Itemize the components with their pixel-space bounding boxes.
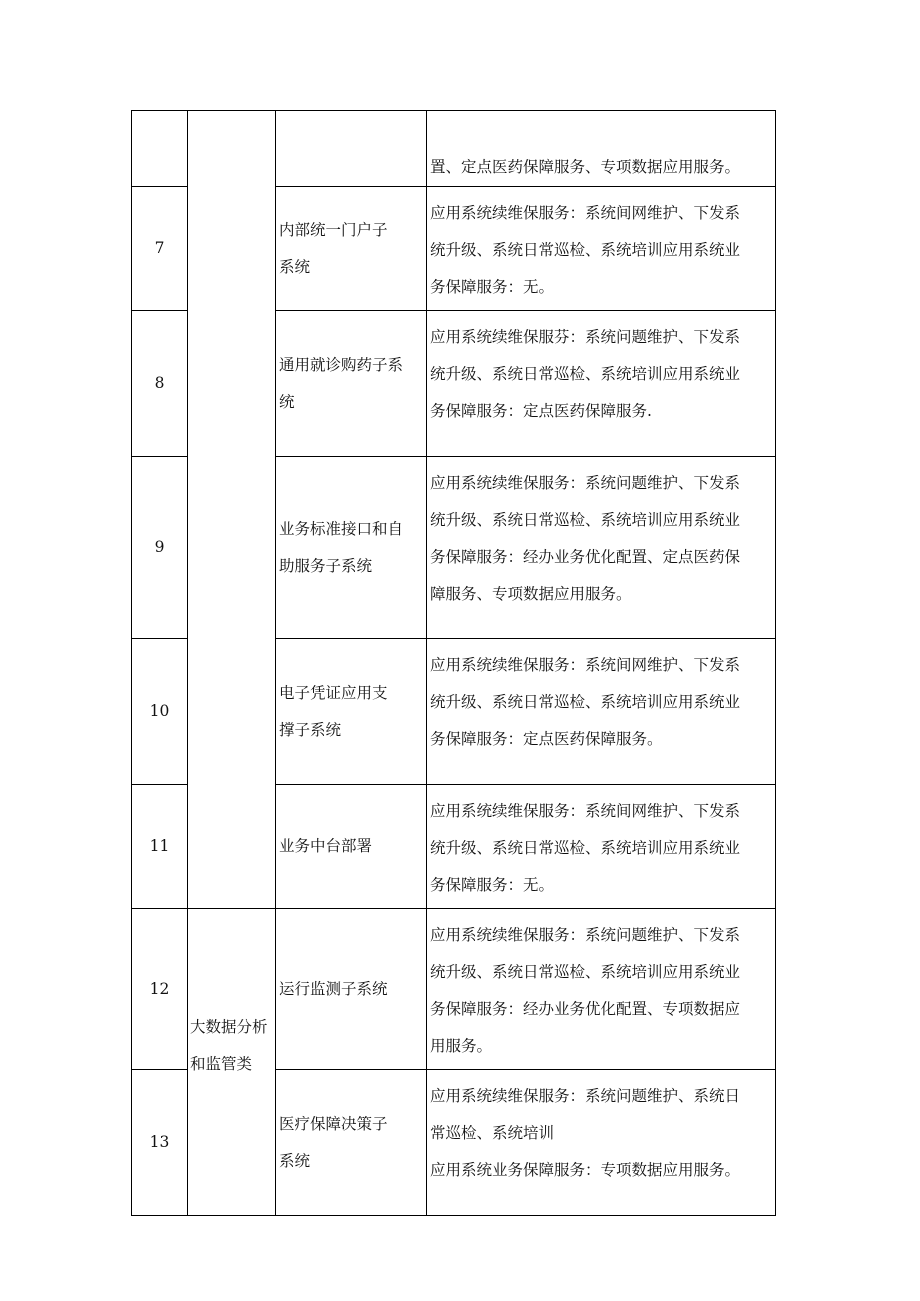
service-description-cell (427, 785, 776, 909)
description-line: 障服务、专项数据应用服务。 (430, 585, 632, 603)
system-name-cell (276, 909, 427, 1070)
system-name-line: 撑子系统 (279, 720, 342, 739)
row-number-cell: 8 (132, 311, 188, 457)
row-number-cell: 10 (132, 639, 188, 785)
description-line: 统升级、系统日常巡检、系统培训应用系统业 (430, 511, 741, 529)
description-line: 应用系统续维保服务：系统间网维护、下发系 (430, 656, 741, 674)
table-row (132, 111, 776, 187)
system-name-cell (276, 1070, 427, 1216)
system-name-cell (276, 639, 427, 785)
description-line: 用服务。 (430, 1037, 493, 1055)
system-name-line: 运行监测子系统 (279, 979, 388, 998)
system-name-line: 系统 (279, 1151, 311, 1170)
description-line: 务保障服务：定点医药保障服务. (430, 402, 652, 420)
category-cell (188, 909, 276, 1216)
service-description-cell (427, 457, 776, 639)
service-description-cell (427, 909, 776, 1070)
row-number-cell: 12 (132, 909, 188, 1070)
row-number-cell: 11 (132, 785, 188, 909)
system-name-line: 业务中台部署 (279, 837, 373, 855)
description-line: 应用系统续维保服务：系统问题维护、下发系 (430, 474, 741, 492)
description-line: 统升级、系统日常巡检、系统培训应用系统业 (430, 365, 741, 383)
system-name-cell (276, 457, 427, 639)
service-description-cell (427, 1070, 776, 1216)
description-line: 务保障服务：定点医药保障服务。 (430, 730, 663, 748)
description-line: 应用系统续维保服芬：系统问题维护、下发系 (430, 328, 741, 346)
description-line: 常巡检、系统培训 (430, 1124, 555, 1142)
description-line: 统升级、系统日常巡检、系统培训应用系统业 (430, 241, 741, 259)
category-line: 大数据分析 (190, 1018, 268, 1036)
system-name-line: 统 (279, 392, 295, 411)
description-line: 置、定点医药保障服务、专项数据应用服务。 (430, 158, 741, 176)
description-line: 应用系统续维保服务：系统间网维护、下发系 (430, 204, 741, 222)
system-name-line: 电子凭证应用支 (279, 683, 388, 702)
description-line: 统升级、系统日常巡检、系统培训应用系统业 (430, 839, 741, 857)
system-name-line: 内部统一门户子 (279, 220, 388, 239)
system-name-line: 业务标准接口和自 (279, 519, 404, 538)
description-line: 应用系统续维保服务：系统间网维护、下发系 (430, 802, 741, 820)
description-line: 应用系统业务保障服务：专项数据应用服务。 (430, 1161, 741, 1179)
system-name-line: 助服务子系统 (279, 556, 373, 575)
service-description-cell (427, 311, 776, 457)
table-row (132, 909, 776, 1070)
service-description-cell (427, 111, 776, 187)
description-line: 统升级、系统日常巡检、系统培训应用系统业 (430, 963, 741, 981)
description-line: 务保障服务：无。 (430, 278, 555, 296)
description-line: 统升级、系统日常巡检、系统培训应用系统业 (430, 693, 741, 711)
description-line: 务保障服务：经办业务优化配置、定点医药保 (430, 548, 741, 566)
system-name-cell (276, 311, 427, 457)
maintenance-services-table (131, 110, 776, 1216)
description-line: 务保障服务：经办业务优化配置、专项数据应 (430, 1000, 741, 1018)
service-description-cell (427, 187, 776, 311)
description-line: 应用系统续维保服务：系统问题维护、下发系 (430, 926, 741, 944)
system-name-cell (276, 785, 427, 909)
system-name-line: 系统 (279, 257, 311, 276)
row-number-cell (132, 111, 188, 187)
row-number-cell: 13 (132, 1070, 188, 1216)
row-number-cell: 7 (132, 187, 188, 311)
category-line: 和监管类 (190, 1055, 253, 1073)
description-line: 务保障服务：无。 (430, 876, 555, 894)
system-name-cell (276, 187, 427, 311)
system-name-cell (276, 111, 427, 187)
description-line: 应用系统续维保服务：系统问题维护、系统日 (430, 1087, 741, 1105)
system-name-line: 医疗保障决策子 (279, 1114, 388, 1133)
row-number-cell: 9 (132, 457, 188, 639)
category-cell (188, 111, 276, 909)
system-name-line: 通用就诊购药子系 (279, 355, 404, 374)
service-description-cell (427, 639, 776, 785)
